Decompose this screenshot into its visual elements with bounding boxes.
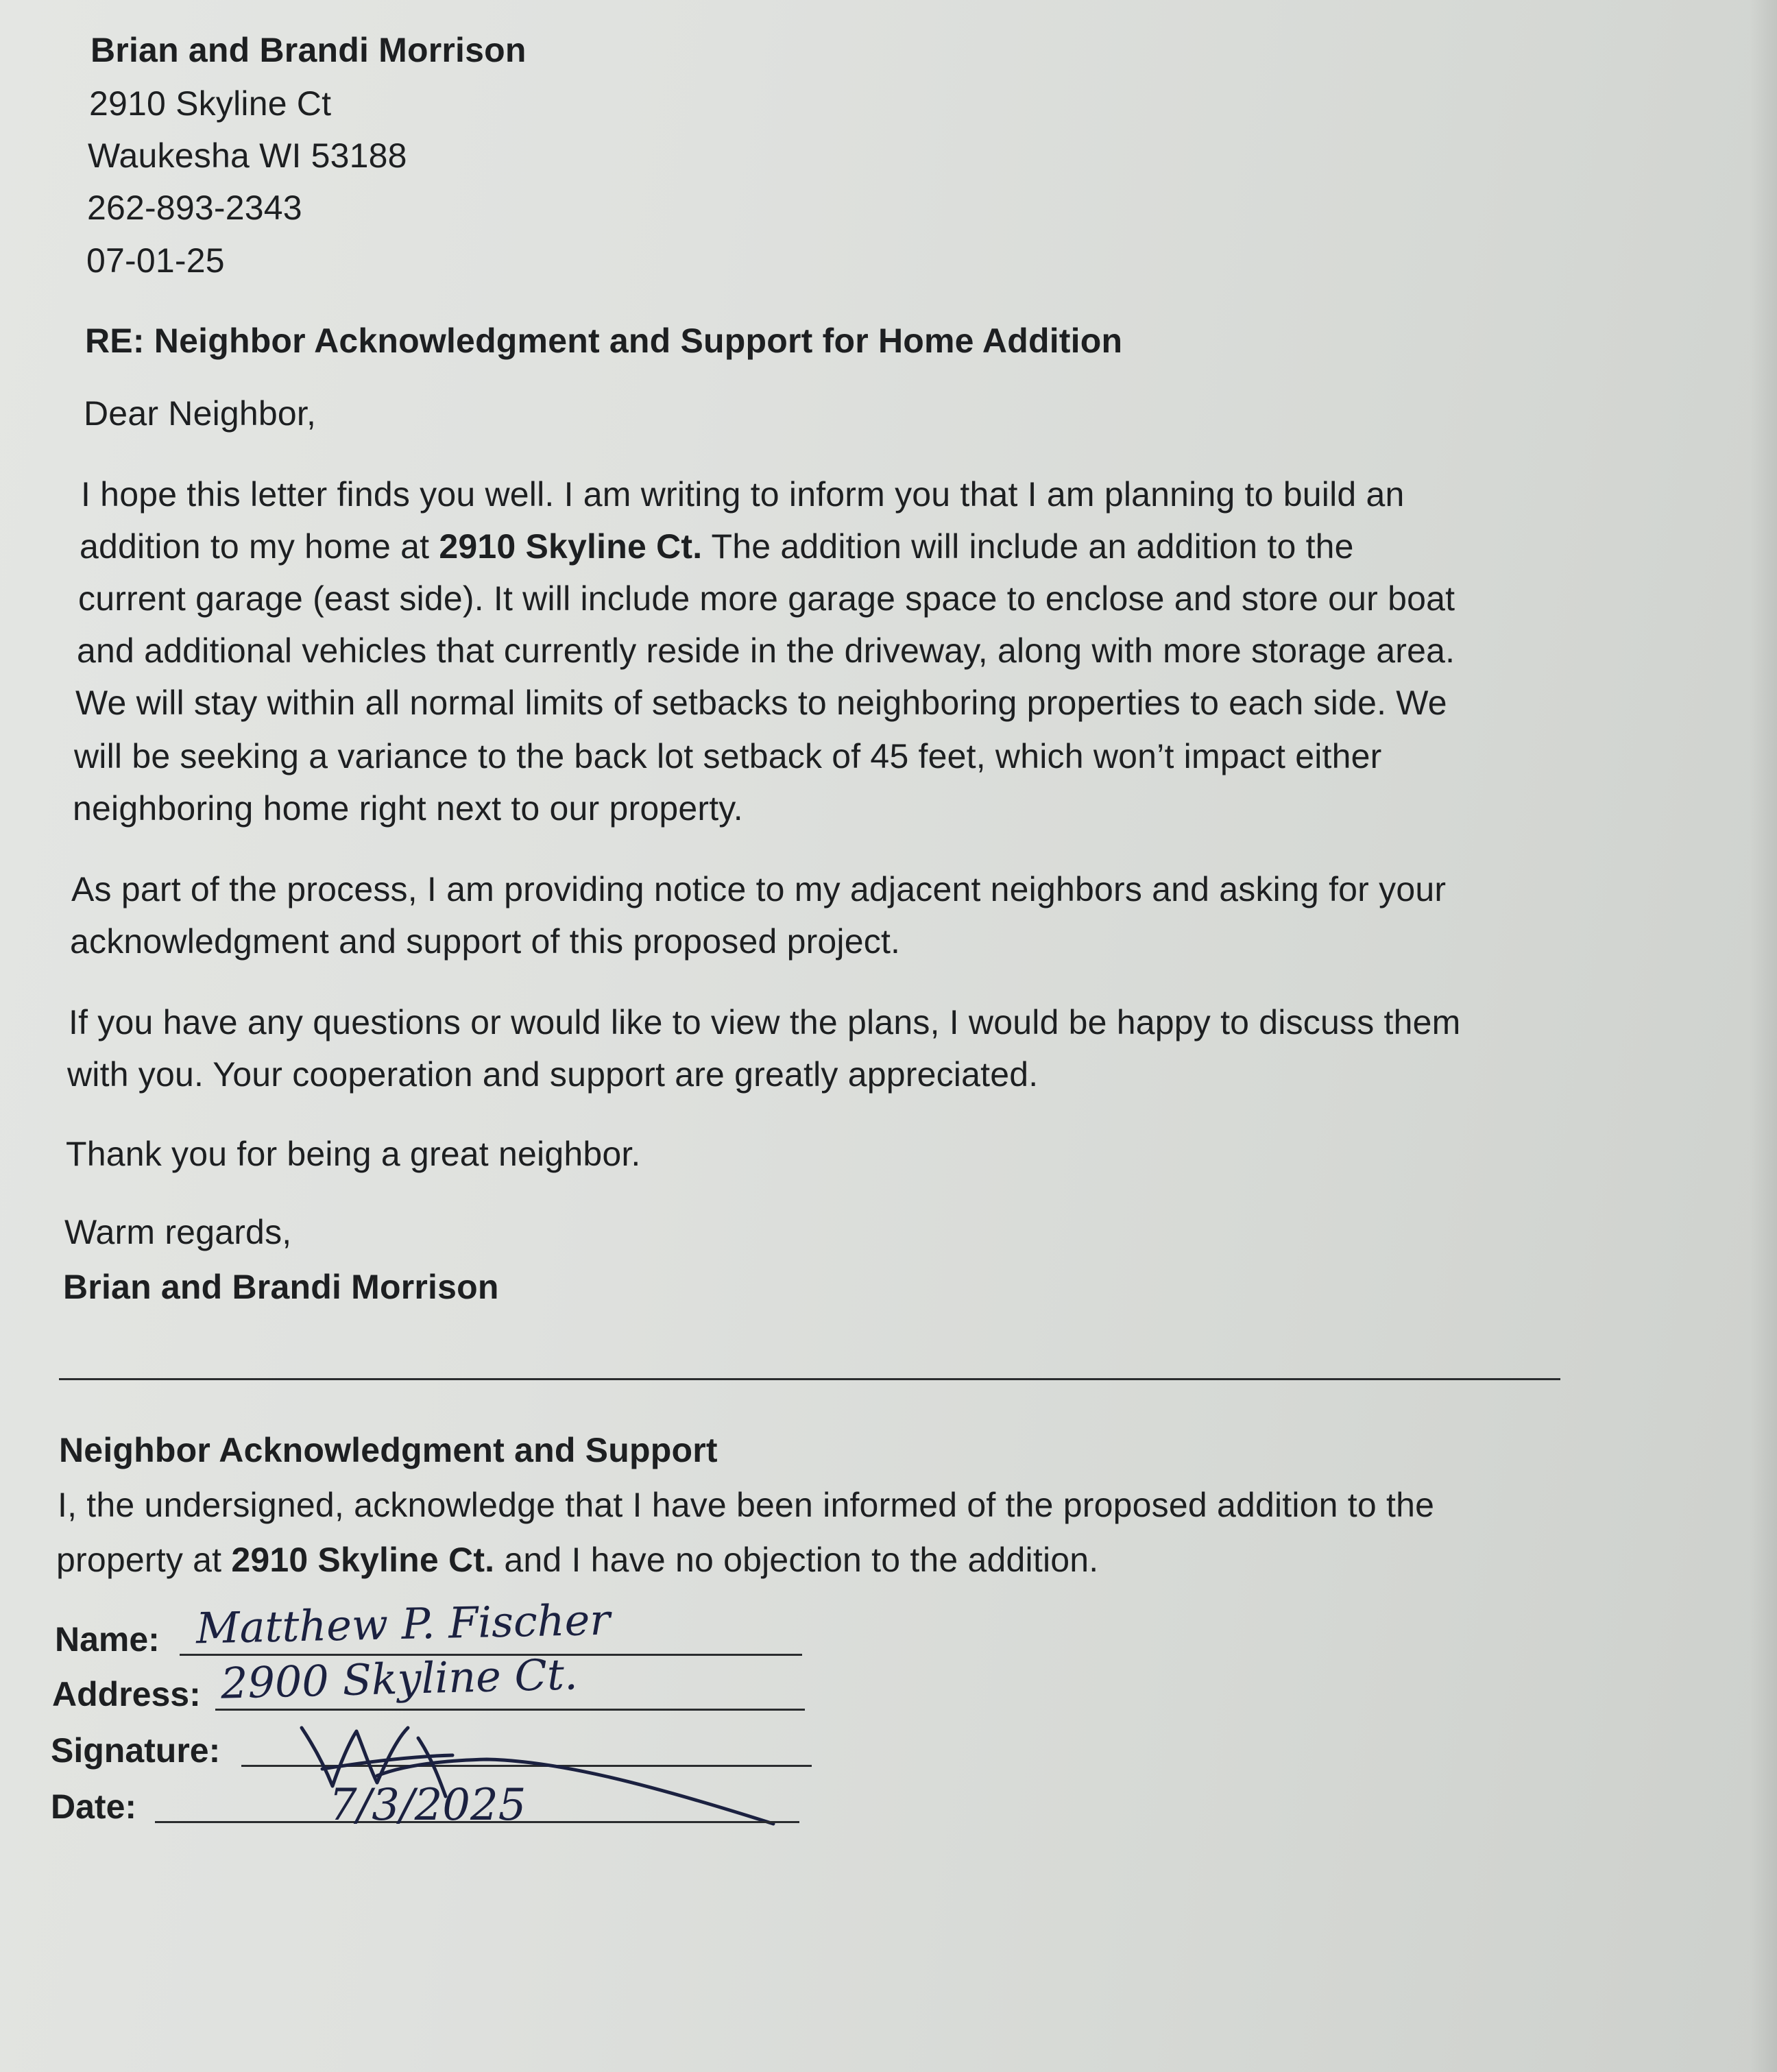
acknowledgment-heading: Neighbor Acknowledgment and Support bbox=[59, 1431, 718, 1469]
acknowledgment-line-1: I, the undersigned, acknowledge that I have been informed of the proposed addition to the bbox=[58, 1486, 1435, 1524]
salutation: Dear Neighbor, bbox=[84, 394, 317, 433]
letter-date: 07-01-25 bbox=[86, 241, 225, 280]
page-edge-shadow bbox=[1750, 0, 1777, 2072]
paragraph-2-line-1: As part of the process, I am providing notice to my adjacent neighbors and asking for your bbox=[71, 870, 1447, 908]
signature-label: Signature: bbox=[51, 1731, 221, 1770]
name-handwritten-value: Matthew P. Fischer bbox=[195, 1594, 611, 1654]
closing: Warm regards, bbox=[64, 1213, 292, 1251]
name-label: Name: bbox=[55, 1620, 160, 1659]
property-address-emphasis: 2910 Skyline Ct. bbox=[439, 527, 703, 566]
paragraph-2-line-2: acknowledgment and support of this proposed project. bbox=[70, 922, 901, 961]
sender-street: 2910 Skyline Ct bbox=[89, 84, 332, 123]
sender-city-state-zip: Waukesha WI 53188 bbox=[88, 136, 407, 175]
paragraph-3-line-2: with you. Your cooperation and support are greatly appreciated. bbox=[67, 1055, 1039, 1094]
subject-line: RE: Neighbor Acknowledgment and Support for Home Addition bbox=[85, 322, 1123, 360]
paragraph-1-line-5: We will stay within all normal limits of setbacks to neighboring properties to each side. We bbox=[75, 684, 1447, 722]
date-handwritten-value: 7/3/2025 bbox=[329, 1780, 527, 1831]
acknowledgment-address-emphasis: 2910 Skyline Ct. bbox=[231, 1541, 495, 1579]
paragraph-1-line-2: addition to my home at 2910 Skyline Ct. The addition will include an addition to the bbox=[80, 527, 1354, 566]
paragraph-1-line-7: neighboring home right next to our property. bbox=[73, 789, 743, 828]
paragraph-3-line-1: If you have any questions or would like to view the plans, I would be happy to discuss them bbox=[69, 1003, 1461, 1041]
signoff-names: Brian and Brandi Morrison bbox=[63, 1268, 499, 1306]
section-divider bbox=[59, 1378, 1560, 1380]
paragraph-1-line-6: will be seeking a variance to the back lot setback of 45 feet, which won’t impact either bbox=[74, 737, 1382, 775]
paragraph-1-line-3: current garage (east side). It will include more garage space to enclose and store our boat bbox=[78, 579, 1455, 618]
thanks-line: Thank you for being a great neighbor. bbox=[66, 1135, 641, 1173]
acknowledgment-line-2: property at 2910 Skyline Ct. and I have no objection to the addition. bbox=[56, 1541, 1099, 1579]
paragraph-1-line-1: I hope this letter finds you well. I am writing to inform you that I am planning to build an bbox=[81, 475, 1405, 514]
sender-names: Brian and Brandi Morrison bbox=[90, 31, 527, 69]
address-label: Address: bbox=[52, 1675, 201, 1713]
sender-phone: 262-893-2343 bbox=[87, 189, 302, 227]
address-handwritten-value: 2900 Skyline Ct. bbox=[220, 1649, 579, 1709]
date-label: Date: bbox=[51, 1787, 137, 1826]
paragraph-1-line-4: and additional vehicles that currently reside in the driveway, along with more storage area. bbox=[77, 631, 1455, 670]
